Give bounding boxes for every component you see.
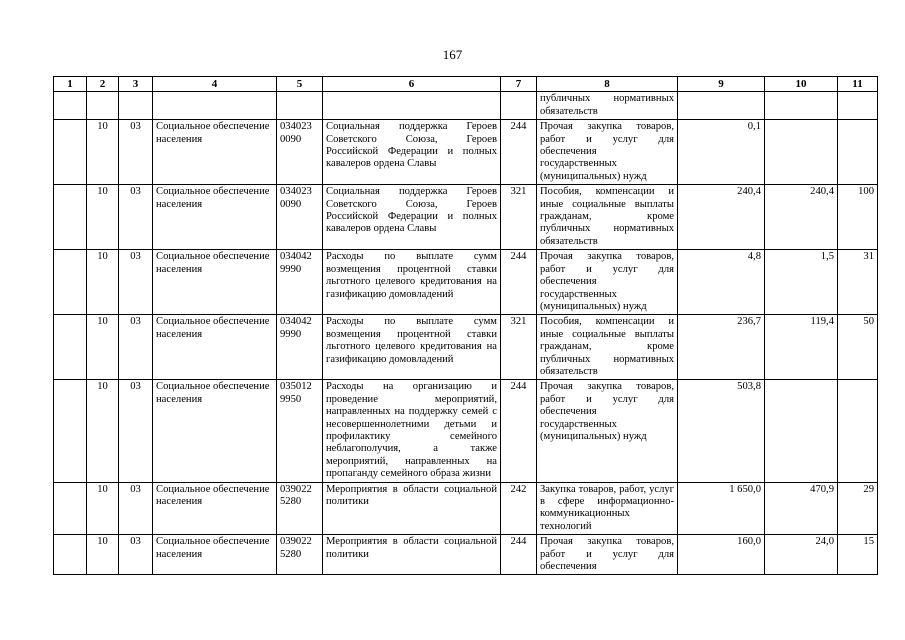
cell-col11: 100 [838, 185, 878, 250]
table-row [54, 315, 878, 380]
cell-col1 [54, 92, 87, 120]
cell-col9: 160,0 [678, 535, 765, 575]
cell-col8: Прочая закупка товаров, работ и услуг для обеспечения государственных (муниципальных) нужд [537, 120, 678, 185]
column-header-8: 8 [537, 77, 678, 92]
cell-col6: Социальная поддержка Героев Советского Союза, Героев Российской Федерации и полных кавалеров ордена Славы [323, 185, 501, 250]
cell-col9: 0,1 [678, 120, 765, 185]
cell-col11: 15 [838, 535, 878, 575]
cell-col7: 321 [501, 315, 537, 380]
cell-col2: 10 [87, 535, 119, 575]
cell-col3: 03 [119, 380, 153, 482]
page-number: 167 [442, 47, 463, 62]
cell-col10 [765, 380, 838, 482]
column-header-10: 10 [765, 77, 838, 92]
cell-col5: 039022 5280 [277, 535, 323, 575]
cell-col5: 034023 0090 [277, 185, 323, 250]
cell-col5: 034042 9990 [277, 315, 323, 380]
cell-col8: Прочая закупка товаров, работ и услуг для обеспечения государственных (муниципальных) нужд [537, 380, 678, 482]
cell-col4: Социальное обеспечение населения [153, 535, 277, 575]
cell-col6 [323, 92, 501, 120]
cell-col2: 10 [87, 315, 119, 380]
cell-col1 [54, 380, 87, 482]
cell-col7: 244 [501, 250, 537, 315]
cell-col3 [119, 92, 153, 120]
cell-col11: 31 [838, 250, 878, 315]
cell-col10: 470,9 [765, 482, 838, 535]
cell-col9: 1 650,0 [678, 482, 765, 535]
cell-col5: 034023 0090 [277, 120, 323, 185]
cell-col7: 321 [501, 185, 537, 250]
cell-col11: 50 [838, 315, 878, 380]
cell-col3: 03 [119, 185, 153, 250]
cell-col11: 29 [838, 482, 878, 535]
column-header-2: 2 [87, 77, 119, 92]
cell-col5 [277, 92, 323, 120]
cell-col9: 240,4 [678, 185, 765, 250]
cell-col10: 119,4 [765, 315, 838, 380]
cell-col8: Прочая закупка товаров, работ и услуг для обеспечения государственных (муниципальных) нужд [537, 250, 678, 315]
cell-col8: Пособия, компенсации и иные социальные выплаты гражданам, кроме публичных нормативных обязательств [537, 315, 678, 380]
cell-col3: 03 [119, 315, 153, 380]
cell-col2: 10 [87, 185, 119, 250]
cell-col1 [54, 482, 87, 535]
cell-col6: Социальная поддержка Героев Советского Союза, Героев Российской Федерации и полных кавалеров ордена Славы [323, 120, 501, 185]
cell-col5: 035012 9950 [277, 380, 323, 482]
cell-col2: 10 [87, 250, 119, 315]
cell-col3: 03 [119, 482, 153, 535]
column-header-3: 3 [119, 77, 153, 92]
cell-col11 [838, 120, 878, 185]
cell-col9: 236,7 [678, 315, 765, 380]
cell-col8: Закупка товаров, работ, услуг в сфере информационно-коммуникационных технологий [537, 482, 678, 535]
cell-col11 [838, 92, 878, 120]
cell-col6: Мероприятия в области социальной политики [323, 482, 501, 535]
cell-col1 [54, 315, 87, 380]
table-header-row [54, 77, 878, 92]
table-row [54, 535, 878, 575]
cell-col4: Социальное обеспечение населения [153, 250, 277, 315]
cell-col1 [54, 535, 87, 575]
column-header-6: 6 [323, 77, 501, 92]
cell-col10 [765, 92, 838, 120]
cell-col7: 244 [501, 120, 537, 185]
column-header-5: 5 [277, 77, 323, 92]
cell-col4: Социальное обеспечение населения [153, 380, 277, 482]
continuation-row [54, 92, 878, 120]
cell-col4: Социальное обеспечение населения [153, 185, 277, 250]
column-header-4: 4 [153, 77, 277, 92]
cell-col2: 10 [87, 120, 119, 185]
budget-table [53, 76, 878, 575]
cell-col2: 10 [87, 380, 119, 482]
table-row [54, 185, 878, 250]
cell-col2 [87, 92, 119, 120]
cell-col5: 039022 5280 [277, 482, 323, 535]
cell-col10: 1,5 [765, 250, 838, 315]
cell-col4: Социальное обеспечение населения [153, 315, 277, 380]
cell-col4: Социальное обеспечение населения [153, 120, 277, 185]
cell-col10: 240,4 [765, 185, 838, 250]
cell-col6: Расходы на организацию и проведение мероприятий, направленных на поддержку семей с несовершеннолетними детьми и профилактику семейного неблагополучия, а также мероприятий, направленных на пропаганду семейного образа жизни [323, 380, 501, 482]
column-header-1: 1 [54, 77, 87, 92]
cell-col3: 03 [119, 250, 153, 315]
cell-col5: 034042 9990 [277, 250, 323, 315]
cell-col8: Прочая закупка товаров, работ и услуг для обеспечения [537, 535, 678, 575]
cell-col4: Социальное обеспечение населения [153, 482, 277, 535]
cell-col7: 244 [501, 535, 537, 575]
cell-col7: 244 [501, 380, 537, 482]
cell-col1 [54, 185, 87, 250]
cell-col10: 24,0 [765, 535, 838, 575]
cell-col6: Расходы по выплате сумм возмещения процентной ставки льготного целевого кредитования на газификацию домовладений [323, 315, 501, 380]
column-header-9: 9 [678, 77, 765, 92]
cell-col10 [765, 120, 838, 185]
table-row [54, 120, 878, 185]
table-row [54, 380, 878, 482]
column-header-11: 11 [838, 77, 878, 92]
cell-col6: Мероприятия в области социальной политики [323, 535, 501, 575]
cell-col9: 503,8 [678, 380, 765, 482]
column-header-7: 7 [501, 77, 537, 92]
cell-col4 [153, 92, 277, 120]
cell-col7 [501, 92, 537, 120]
cell-col3: 03 [119, 535, 153, 575]
cell-col7: 242 [501, 482, 537, 535]
table-row [54, 250, 878, 315]
cell-col9: 4,8 [678, 250, 765, 315]
table-row [54, 482, 878, 535]
cell-col11 [838, 380, 878, 482]
cell-col1 [54, 120, 87, 185]
cell-col6: Расходы по выплате сумм возмещения процентной ставки льготного целевого кредитования на газификацию домовладений [323, 250, 501, 315]
cell-col9 [678, 92, 765, 120]
cell-col2: 10 [87, 482, 119, 535]
cell-col1 [54, 250, 87, 315]
cell-col8: Пособия, компенсации и иные социальные выплаты гражданам, кроме публичных нормативных обязательств [537, 185, 678, 250]
cell-col3: 03 [119, 120, 153, 185]
cell-col8: публичных нормативных обязательств [537, 92, 678, 120]
